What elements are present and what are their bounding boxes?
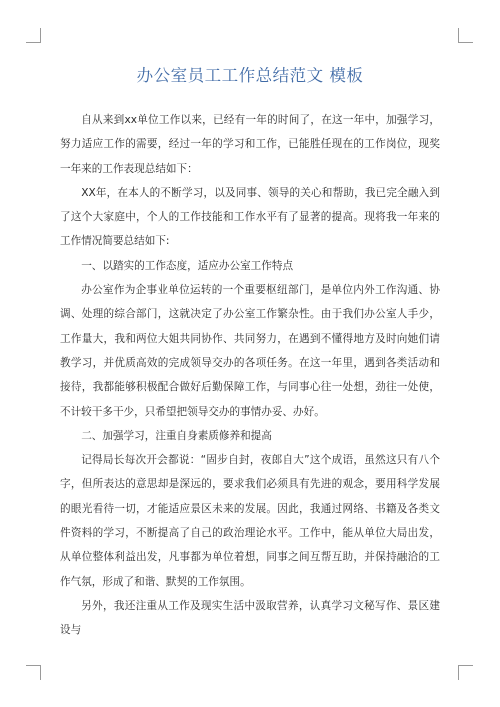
paragraph-additional: 另外，我还注重从工作及现实生活中汲取营养，认真学习文秘写作、景区建设与 — [60, 599, 440, 637]
crop-mark-bottom-right — [458, 665, 473, 680]
crop-mark-bottom-left — [26, 665, 41, 680]
document-body — [60, 108, 440, 643]
paragraph-overview: XX年，在本人的不断学习，以及同事、领导的关心和帮助，我已完全融入到了这个大家庭中，个人的工作技能和工作水平有了显著的提高。现将我一年来的工作情况简要总结如下: — [60, 186, 440, 248]
paragraph-intro: 自从来到xx单位工作以来，已经有一年的时间了，在这一年中，加强学习，努力适应工作的需要，经过一年的学习和工作，已能胜任现在的工作岗位，现奖一年来的工作表现总结如下： — [60, 114, 440, 175]
crop-mark-top-right — [458, 28, 473, 43]
section-heading-2: 二、加强学习，注重自身素质修养和提高 — [81, 429, 272, 442]
document-title: 办公室员工工作总结范文 模板 — [136, 66, 364, 85]
paragraph-section-1: 办公室作为企事业单位运转的一个重要枢纽部门，是单位内外工作沟通、协调、处理的综合部门，这就决定了办公室工作繁杂性。由于我们办公室人手少，工作量大，我和两位大姐共同协作、共同努力，在遇到不懂得地方及时向她们请教学习，并优质高效的完成领导交办的各项任务。在这一年里，遇到各类活动和接待，我都能够积极配合做好后勤保障工作，与同事心往一处想，劲往一处使，不计较干多干少，只希望把领导交办的事情办妥、办好。 — [60, 284, 440, 418]
section-heading-1: 一、以踏实的工作态度，适应办公室工作特点 — [81, 259, 294, 272]
crop-mark-top-left — [26, 28, 41, 43]
paragraph-section-2: 记得局长每次开会都说：“固步自封，夜郎自大”这个成语，虽然这只有八个字，但所表达的意思却是深远的，要求我们必须具有先进的观念，要用科学发展的眼光看待一切，才能适应景区未来的发展。因此，我通过网络、书籍及各类文件资料的学习，不断提高了自己的政治理论水平。工作中，能从单位大局出发，从单位整体利益出发，凡事都为单位着想，同事之间互帮互助，并保持融洽的工作气氛，形成了和谐、默契的工作氛围。 — [60, 454, 440, 588]
